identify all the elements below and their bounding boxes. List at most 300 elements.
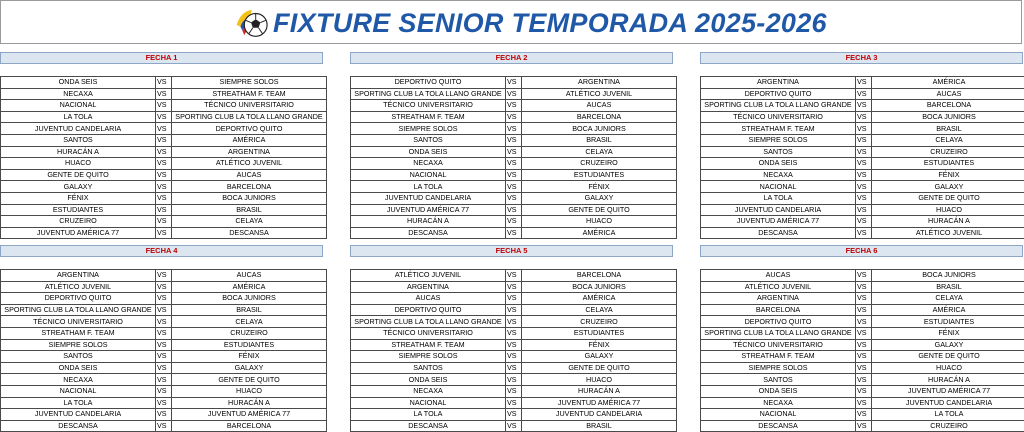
away-team-cell: HURACÁN A [522, 385, 677, 397]
home-team-cell: DESCANSA [701, 227, 856, 239]
table-row [351, 146, 677, 158]
vs-cell: VS [506, 111, 522, 123]
table-row [1, 123, 327, 135]
fecha-2-panel [350, 52, 673, 239]
home-team-cell: ONDA SEIS [351, 146, 506, 158]
away-team-cell: HURACÁN A [172, 397, 327, 409]
home-team-cell: LA TOLA [351, 409, 506, 421]
table-row [1, 192, 327, 204]
home-team-cell: NECAXA [701, 397, 856, 409]
vs-cell: VS [856, 397, 872, 409]
vs-cell: VS [506, 339, 522, 351]
home-team-cell: STREATHAM F. TEAM [1, 327, 156, 339]
away-team-cell: HURACÁN A [872, 374, 1024, 386]
away-team-cell: GALAXY [522, 192, 677, 204]
home-team-cell: CRUZEIRO [1, 216, 156, 228]
vs-cell: VS [856, 88, 872, 100]
home-team-cell: SANTOS [701, 146, 856, 158]
vs-cell: VS [856, 385, 872, 397]
table-row [1, 281, 327, 293]
home-team-cell: TÉCNICO UNIVERSITARIO [701, 339, 856, 351]
home-team-cell: SANTOS [701, 374, 856, 386]
home-team-cell: HURACÁN A [351, 216, 506, 228]
away-team-cell: DESCANSA [172, 227, 327, 239]
away-team-cell: CELAYA [172, 316, 327, 328]
table-row [701, 158, 1024, 170]
table-row [1, 169, 327, 181]
vs-cell: VS [156, 111, 172, 123]
table-row [1, 270, 327, 282]
vs-cell: VS [156, 304, 172, 316]
home-team-cell: HUACO [1, 158, 156, 170]
table-row [1, 158, 327, 170]
away-team-cell: BRASIL [872, 123, 1024, 135]
away-team-cell: GALAXY [872, 181, 1024, 193]
away-team-cell: FÉNIX [872, 327, 1024, 339]
away-team-cell: CELAYA [522, 146, 677, 158]
page-header [0, 0, 1022, 44]
away-team-cell: AUCAS [872, 88, 1024, 100]
home-team-cell: NECAXA [351, 158, 506, 170]
away-team-cell: GALAXY [872, 339, 1024, 351]
vs-cell: VS [856, 293, 872, 305]
away-team-cell: BRASIL [522, 420, 677, 432]
table-row [701, 227, 1024, 239]
away-team-cell: SIEMPRE SOLOS [172, 77, 327, 89]
away-team-cell: AMÉRICA [522, 227, 677, 239]
home-team-cell: LA TOLA [1, 397, 156, 409]
vs-cell: VS [156, 204, 172, 216]
away-team-cell: BARCELONA [522, 111, 677, 123]
vs-cell: VS [156, 316, 172, 328]
home-team-cell: LA TOLA [1, 111, 156, 123]
away-team-cell: CELAYA [522, 304, 677, 316]
vs-cell: VS [856, 77, 872, 89]
table-row [701, 420, 1024, 432]
home-team-cell: SPORTING CLUB LA TOLA LLANO GRANDE [701, 100, 856, 112]
away-team-cell: BOCA JUNIORS [872, 111, 1024, 123]
away-team-cell: HUACO [522, 216, 677, 228]
home-team-cell: SANTOS [351, 362, 506, 374]
vs-cell: VS [506, 374, 522, 386]
away-team-cell: BARCELONA [172, 420, 327, 432]
away-team-cell: ATLÉTICO JUVENIL [172, 158, 327, 170]
away-team-cell: GENTE DE QUITO [872, 192, 1024, 204]
away-team-cell: AUCAS [172, 270, 327, 282]
away-team-cell: AMÉRICA [872, 304, 1024, 316]
vs-cell: VS [506, 281, 522, 293]
fecha-title: FECHA 1 [0, 52, 323, 64]
vs-cell: VS [506, 181, 522, 193]
home-team-cell: DEPORTIVO QUITO [701, 88, 856, 100]
home-team-cell: TÉCNICO UNIVERSITARIO [1, 316, 156, 328]
fecha-1-panel [0, 52, 323, 239]
fecha-title: FECHA 5 [350, 245, 673, 257]
table-row [701, 88, 1024, 100]
fixture-table [0, 76, 327, 239]
vs-cell: VS [506, 192, 522, 204]
away-team-cell: FÉNIX [172, 351, 327, 363]
vs-cell: VS [506, 88, 522, 100]
home-team-cell: JUVENTUD AMÉRICA 77 [351, 204, 506, 216]
table-row [701, 293, 1024, 305]
home-team-cell: JUVENTUD CANDELARIA [701, 204, 856, 216]
home-team-cell: ONDA SEIS [701, 158, 856, 170]
vs-cell: VS [856, 169, 872, 181]
vs-cell: VS [856, 316, 872, 328]
table-row [351, 192, 677, 204]
vs-cell: VS [856, 158, 872, 170]
away-team-cell: SPORTING CLUB LA TOLA LLANO GRANDE [172, 111, 327, 123]
home-team-cell: SANTOS [351, 134, 506, 146]
fecha-title: FECHA 3 [700, 52, 1023, 64]
home-team-cell: NACIONAL [351, 397, 506, 409]
fecha-title: FECHA 6 [700, 245, 1023, 257]
away-team-cell: ATLÉTICO JUVENIL [522, 88, 677, 100]
away-team-cell: CRUZEIRO [522, 316, 677, 328]
table-row [351, 420, 677, 432]
fixture-table [700, 76, 1024, 239]
away-team-cell: AMÉRICA [172, 281, 327, 293]
vs-cell: VS [506, 327, 522, 339]
away-team-cell: FÉNIX [872, 169, 1024, 181]
home-team-cell: ONDA SEIS [1, 77, 156, 89]
away-team-cell: ARGENTINA [172, 146, 327, 158]
vs-cell: VS [156, 181, 172, 193]
table-row [701, 216, 1024, 228]
fecha-3-panel [700, 52, 1023, 239]
table-row [351, 100, 677, 112]
home-team-cell: FÉNIX [1, 192, 156, 204]
vs-cell: VS [856, 192, 872, 204]
away-team-cell: JUVENTUD CANDELARIA [872, 397, 1024, 409]
vs-cell: VS [506, 158, 522, 170]
table-row [351, 304, 677, 316]
table-row [351, 351, 677, 363]
table-row [351, 362, 677, 374]
table-row [1, 88, 327, 100]
home-team-cell: SPORTING CLUB LA TOLA LLANO GRANDE [351, 88, 506, 100]
away-team-cell: BARCELONA [872, 100, 1024, 112]
table-row [351, 385, 677, 397]
home-team-cell: SPORTING CLUB LA TOLA LLANO GRANDE [1, 304, 156, 316]
away-team-cell: CELAYA [872, 293, 1024, 305]
away-team-cell: CELAYA [872, 134, 1024, 146]
away-team-cell: GALAXY [172, 362, 327, 374]
vs-cell: VS [156, 281, 172, 293]
away-team-cell: GENTE DE QUITO [872, 351, 1024, 363]
vs-cell: VS [156, 158, 172, 170]
home-team-cell: ATLÉTICO JUVENIL [701, 281, 856, 293]
away-team-cell: ESTUDIANTES [522, 327, 677, 339]
vs-cell: VS [506, 304, 522, 316]
away-team-cell: ARGENTINA [522, 77, 677, 89]
home-team-cell: JUVENTUD CANDELARIA [351, 192, 506, 204]
vs-cell: VS [506, 420, 522, 432]
home-team-cell: ARGENTINA [1, 270, 156, 282]
vs-cell: VS [506, 77, 522, 89]
away-team-cell: DEPORTIVO QUITO [172, 123, 327, 135]
page-title: FIXTURE SENIOR TEMPORADA 2025-2026 [273, 8, 827, 38]
home-team-cell: TÉCNICO UNIVERSITARIO [701, 111, 856, 123]
away-team-cell: FÉNIX [522, 181, 677, 193]
vs-cell: VS [506, 270, 522, 282]
vs-cell: VS [506, 362, 522, 374]
table-row [701, 351, 1024, 363]
home-team-cell: SIEMPRE SOLOS [701, 134, 856, 146]
table-row [351, 158, 677, 170]
fecha-title: FECHA 4 [0, 245, 323, 257]
vs-cell: VS [506, 123, 522, 135]
home-team-cell: STREATHAM F. TEAM [351, 111, 506, 123]
table-row [1, 216, 327, 228]
table-row [701, 327, 1024, 339]
vs-cell: VS [156, 385, 172, 397]
table-row [351, 293, 677, 305]
home-team-cell: LA TOLA [701, 192, 856, 204]
home-team-cell: DESCANSA [351, 227, 506, 239]
vs-cell: VS [156, 123, 172, 135]
away-team-cell: HUACO [872, 204, 1024, 216]
vs-cell: VS [856, 123, 872, 135]
home-team-cell: DESCANSA [1, 420, 156, 432]
table-row [1, 374, 327, 386]
vs-cell: VS [156, 227, 172, 239]
away-team-cell: HURACÁN A [872, 216, 1024, 228]
home-team-cell: SPORTING CLUB LA TOLA LLANO GRANDE [351, 316, 506, 328]
vs-cell: VS [506, 169, 522, 181]
table-row [1, 181, 327, 193]
table-row [701, 385, 1024, 397]
table-row [1, 327, 327, 339]
table-row [701, 192, 1024, 204]
vs-cell: VS [506, 409, 522, 421]
table-row [351, 134, 677, 146]
table-row [351, 409, 677, 421]
vs-cell: VS [506, 293, 522, 305]
home-team-cell: NACIONAL [701, 409, 856, 421]
home-team-cell: SIEMPRE SOLOS [351, 351, 506, 363]
home-team-cell: LA TOLA [351, 181, 506, 193]
vs-cell: VS [156, 88, 172, 100]
table-row [701, 111, 1024, 123]
table-row [351, 397, 677, 409]
away-team-cell: FÉNIX [522, 339, 677, 351]
away-team-cell: LA TOLA [872, 409, 1024, 421]
vs-cell: VS [856, 146, 872, 158]
table-row [351, 123, 677, 135]
table-row [1, 100, 327, 112]
home-team-cell: DEPORTIVO QUITO [1, 293, 156, 305]
home-team-cell: HURACÁN A [1, 146, 156, 158]
vs-cell: VS [856, 339, 872, 351]
table-row [351, 88, 677, 100]
vs-cell: VS [156, 362, 172, 374]
home-team-cell: STREATHAM F. TEAM [351, 339, 506, 351]
vs-cell: VS [156, 420, 172, 432]
home-team-cell: ESTUDIANTES [1, 204, 156, 216]
fixture-table [350, 76, 677, 239]
home-team-cell: NECAXA [1, 88, 156, 100]
away-team-cell: ESTUDIANTES [172, 339, 327, 351]
vs-cell: VS [856, 281, 872, 293]
vs-cell: VS [156, 169, 172, 181]
away-team-cell: GENTE DE QUITO [522, 362, 677, 374]
home-team-cell: GENTE DE QUITO [1, 169, 156, 181]
table-row [351, 216, 677, 228]
home-team-cell: DEPORTIVO QUITO [351, 77, 506, 89]
away-team-cell: JUVENTUD AMÉRICA 77 [522, 397, 677, 409]
fecha-5-panel [350, 245, 673, 432]
away-team-cell: BARCELONA [522, 270, 677, 282]
table-row [1, 111, 327, 123]
soccer-ball-flag-logo-icon [231, 4, 269, 42]
table-row [351, 181, 677, 193]
home-team-cell: NECAXA [351, 385, 506, 397]
vs-cell: VS [156, 216, 172, 228]
away-team-cell: BOCA JUNIORS [172, 293, 327, 305]
table-row [701, 362, 1024, 374]
table-row [1, 362, 327, 374]
away-team-cell: HUACO [172, 385, 327, 397]
home-team-cell: SIEMPRE SOLOS [1, 339, 156, 351]
vs-cell: VS [856, 100, 872, 112]
vs-cell: VS [856, 420, 872, 432]
table-row [701, 204, 1024, 216]
home-team-cell: SIEMPRE SOLOS [351, 123, 506, 135]
away-team-cell: BOCA JUNIORS [522, 123, 677, 135]
table-row [1, 293, 327, 305]
table-row [1, 351, 327, 363]
vs-cell: VS [156, 327, 172, 339]
home-team-cell: BARCELONA [701, 304, 856, 316]
away-team-cell: AUCAS [522, 100, 677, 112]
table-row [1, 397, 327, 409]
vs-cell: VS [856, 409, 872, 421]
vs-cell: VS [506, 134, 522, 146]
home-team-cell: JUVENTUD CANDELARIA [1, 123, 156, 135]
home-team-cell: DESCANSA [351, 420, 506, 432]
vs-cell: VS [856, 304, 872, 316]
vs-cell: VS [856, 327, 872, 339]
home-team-cell: ONDA SEIS [701, 385, 856, 397]
fixture-table [350, 269, 677, 432]
home-team-cell: ARGENTINA [701, 293, 856, 305]
home-team-cell: JUVENTUD CANDELARIA [1, 409, 156, 421]
away-team-cell: ATLÉTICO JUVENIL [872, 227, 1024, 239]
away-team-cell: CELAYA [172, 216, 327, 228]
vs-cell: VS [156, 146, 172, 158]
away-team-cell: BRASIL [172, 204, 327, 216]
table-row [1, 134, 327, 146]
vs-cell: VS [506, 397, 522, 409]
vs-cell: VS [856, 227, 872, 239]
away-team-cell: AMÉRICA [872, 77, 1024, 89]
vs-cell: VS [506, 216, 522, 228]
table-row [351, 339, 677, 351]
vs-cell: VS [156, 134, 172, 146]
vs-cell: VS [506, 351, 522, 363]
table-row [1, 420, 327, 432]
table-row [701, 374, 1024, 386]
vs-cell: VS [156, 100, 172, 112]
away-team-cell: JUVENTUD AMÉRICA 77 [872, 385, 1024, 397]
home-team-cell: NACIONAL [351, 169, 506, 181]
home-team-cell: ATLÉTICO JUVENIL [351, 270, 506, 282]
vs-cell: VS [156, 397, 172, 409]
vs-cell: VS [856, 134, 872, 146]
fecha-6-panel [700, 245, 1023, 432]
home-team-cell: TÉCNICO UNIVERSITARIO [351, 100, 506, 112]
home-team-cell: DEPORTIVO QUITO [701, 316, 856, 328]
away-team-cell: BARCELONA [172, 181, 327, 193]
away-team-cell: AMÉRICA [172, 134, 327, 146]
away-team-cell: BRASIL [872, 281, 1024, 293]
table-row [1, 409, 327, 421]
table-row [351, 327, 677, 339]
vs-cell: VS [856, 374, 872, 386]
vs-cell: VS [156, 351, 172, 363]
home-team-cell: NECAXA [701, 169, 856, 181]
vs-cell: VS [156, 409, 172, 421]
home-team-cell: NACIONAL [701, 181, 856, 193]
home-team-cell: DESCANSA [701, 420, 856, 432]
vs-cell: VS [156, 270, 172, 282]
away-team-cell: GENTE DE QUITO [522, 204, 677, 216]
home-team-cell: SANTOS [1, 134, 156, 146]
away-team-cell: JUVENTUD CANDELARIA [522, 409, 677, 421]
table-row [701, 100, 1024, 112]
table-row [701, 123, 1024, 135]
vs-cell: VS [856, 181, 872, 193]
away-team-cell: CRUZEIRO [872, 420, 1024, 432]
away-team-cell: GENTE DE QUITO [172, 374, 327, 386]
table-row [351, 270, 677, 282]
table-row [351, 111, 677, 123]
away-team-cell: TÉCNICO UNIVERSITARIO [172, 100, 327, 112]
away-team-cell: STREATHAM F. TEAM [172, 88, 327, 100]
fixture-table [700, 269, 1024, 432]
home-team-cell: NACIONAL [1, 100, 156, 112]
table-row [1, 146, 327, 158]
home-team-cell: ONDA SEIS [1, 362, 156, 374]
away-team-cell: JUVENTUD AMÉRICA 77 [172, 409, 327, 421]
vs-cell: VS [506, 100, 522, 112]
table-row [1, 385, 327, 397]
home-team-cell: GALAXY [1, 181, 156, 193]
table-row [701, 397, 1024, 409]
vs-cell: VS [506, 146, 522, 158]
away-team-cell: GALAXY [522, 351, 677, 363]
table-row [351, 169, 677, 181]
table-row [351, 281, 677, 293]
home-team-cell: SIEMPRE SOLOS [701, 362, 856, 374]
table-row [351, 227, 677, 239]
away-team-cell: ESTUDIANTES [872, 316, 1024, 328]
home-team-cell: ARGENTINA [701, 77, 856, 89]
home-team-cell: STREATHAM F. TEAM [701, 351, 856, 363]
table-row [701, 77, 1024, 89]
table-row [701, 181, 1024, 193]
home-team-cell: DEPORTIVO QUITO [351, 304, 506, 316]
vs-cell: VS [856, 270, 872, 282]
table-row [701, 270, 1024, 282]
table-row [701, 146, 1024, 158]
away-team-cell: AUCAS [172, 169, 327, 181]
table-row [1, 227, 327, 239]
vs-cell: VS [856, 111, 872, 123]
home-team-cell: SPORTING CLUB LA TOLA LLANO GRANDE [701, 327, 856, 339]
